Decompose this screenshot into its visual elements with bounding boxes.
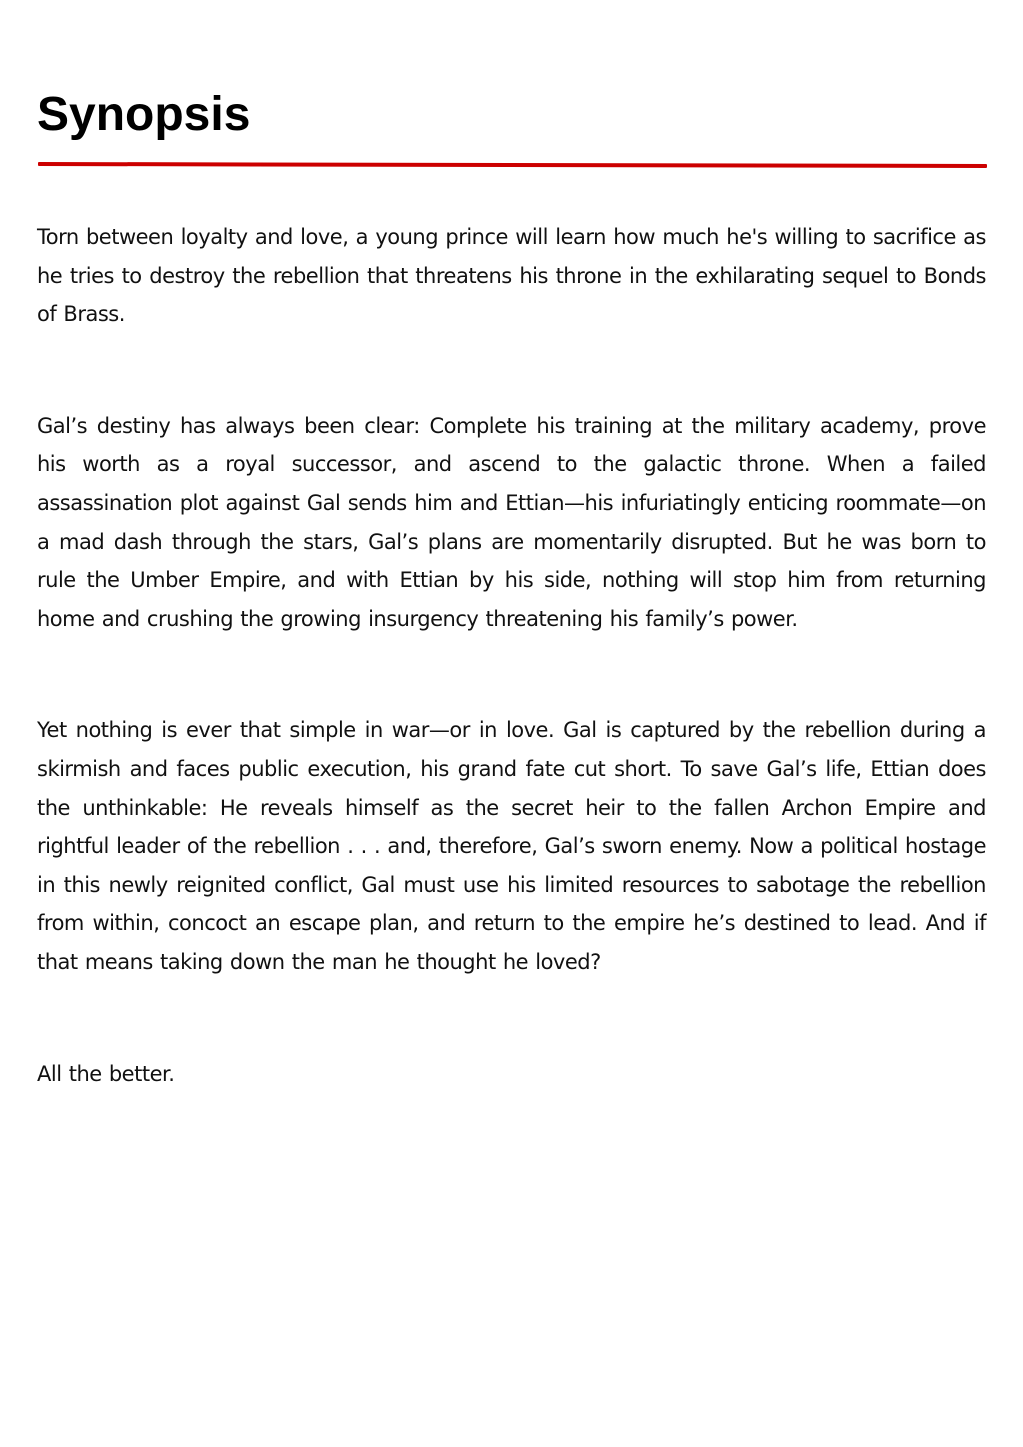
paragraph-capture: Yet nothing is ever that simple in war—or in love. Gal is captured by the rebellion during a skirmish and faces public execution, his grand fate cut short. To save Gal’s life, Ettian does the unthinkable: He reveals himself as the secret heir to the fallen Archon Empire and rightful leader of the rebellion . . . and, therefore, Gal’s sworn enemy. Now a political hostage in this newly reignited conflict, Gal must use his limited resources to sabotage the rebellion from within, concoct an escape plan, and return to the empire he’s destined to lead. And if that means taking down the man he thought he loved?	[37, 718, 986, 974]
synopsis-body	[37, 218, 986, 1166]
paragraph-intro: Torn between loyalty and love, a young prince will learn how much he's willing to sacrifice as he tries to destroy the rebellion that threatens his throne in the exhilarating sequel to Bonds of Brass.	[37, 225, 986, 327]
title-divider	[38, 162, 987, 168]
page-title: Synopsis	[37, 88, 251, 141]
paragraph-destiny: Gal’s destiny has always been clear: Complete his training at the military academy, prove his worth as a royal successor, and ascend to the galactic throne. When a failed assassination plot against Gal sends him and Ettian—his infuriatingly enticing roommate—on a mad dash through the stars, Gal’s plans are momentarily disrupted. But he was born to rule the Umber Empire, and with Ettian by his side, nothing will stop him from returning home and crushing the growing insurgency threatening his family’s power.	[37, 413, 986, 631]
paragraph-closing: All the better.	[37, 1061, 175, 1086]
